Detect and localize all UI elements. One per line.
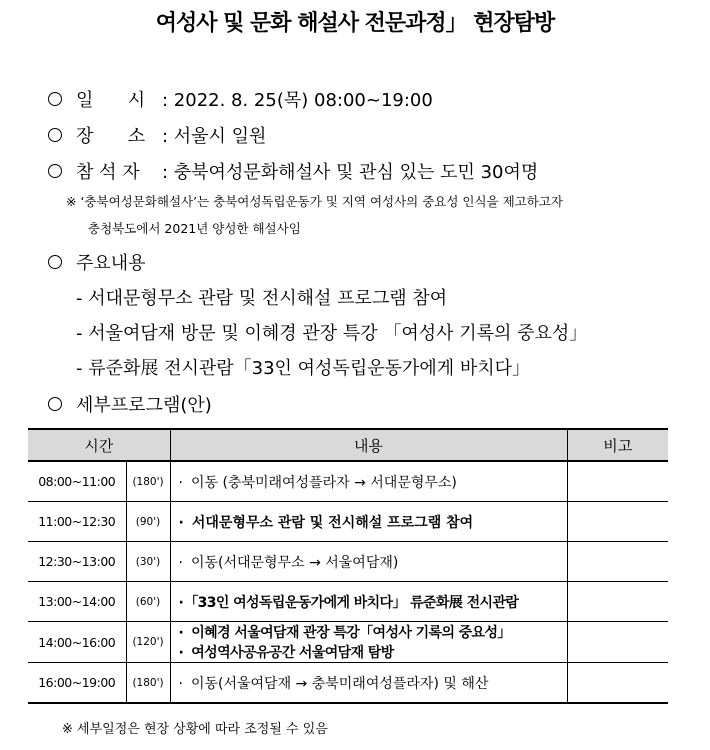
row-content xyxy=(170,582,567,622)
info-label-participants: 참 석 자 xyxy=(76,162,140,183)
row-content xyxy=(170,502,567,542)
row-content-text: 이동(서대문형무소 → 서울여담재) xyxy=(190,554,399,571)
circle-bullet-icon xyxy=(48,397,62,411)
row-remark xyxy=(567,622,668,663)
info-row-date xyxy=(48,86,433,112)
circle-bullet-icon xyxy=(48,92,62,106)
row-content-text: 「33인 여성독립운동가에게 바치다」 류준화展 전시관람 xyxy=(191,594,519,611)
row-remark xyxy=(567,502,668,542)
note-line-1: ※ ‘충북여성문화해설사’는 충북여성독립운동가 및 지역 여성사의 중요성 인식을 제고하고자 xyxy=(66,194,563,209)
note-line-2: 충청북도에서 2021년 양성한 해설사임 xyxy=(88,221,301,236)
table-row xyxy=(28,663,668,704)
section-main-content xyxy=(48,249,146,275)
row-remark xyxy=(567,461,668,502)
row-content-line xyxy=(179,642,567,662)
row-remark xyxy=(567,582,668,622)
row-content xyxy=(170,663,567,704)
main-content-item: - 서울여담재 방문 및 이혜경 관장 특강 「여성사 기록의 중요성」 xyxy=(76,323,588,344)
circle-bullet-icon xyxy=(48,164,62,178)
main-content-item: - 류준화展 전시관람「33인 여성독립운동가에게 바치다」 xyxy=(76,358,531,379)
table-row xyxy=(28,582,668,622)
row-content-text: 이동 (충북미래여성플라자 → 서대문형무소) xyxy=(190,474,457,491)
table-header-time: 시간 xyxy=(28,429,170,461)
section-heading-main-content: 주요내용 xyxy=(76,253,146,274)
row-content xyxy=(170,622,567,663)
row-content xyxy=(170,542,567,582)
row-duration: (90') xyxy=(126,502,170,542)
row-content-line xyxy=(179,622,567,642)
document-title: 여성사 및 문화 해설사 전문과정」 현장탐방 xyxy=(155,11,555,36)
row-content-text: 이혜경 서울여담재 관장 특강「여성사 기록의 중요성」 xyxy=(191,625,511,641)
row-duration: (120') xyxy=(126,622,170,663)
row-bullet: · xyxy=(178,474,183,491)
row-bullet: · xyxy=(178,625,184,641)
info-value-date: : 2022. 8. 25(목) 08:00~19:00 xyxy=(162,90,433,111)
info-row-place xyxy=(48,122,266,148)
row-remark xyxy=(567,542,668,582)
info-value-participants: : 충북여성문화해설사 및 관심 있는 도민 30여명 xyxy=(162,162,539,183)
row-duration: (30') xyxy=(126,542,170,582)
row-bullet: · xyxy=(178,675,183,692)
row-duration: (180') xyxy=(126,461,170,502)
row-time: 14:00~16:00 xyxy=(28,622,126,663)
row-time: 13:00~14:00 xyxy=(28,582,126,622)
table-header-remark: 비고 xyxy=(567,429,668,461)
row-content-text: 이동(서울여담재 → 충북미래여성플라자) 및 해산 xyxy=(190,675,489,692)
row-bullet: · xyxy=(178,514,184,531)
row-time: 08:00~11:00 xyxy=(28,461,126,502)
footnote: ※ 세부일정은 현장 상황에 따라 조정될 수 있음 xyxy=(62,722,328,737)
row-bullet: · xyxy=(178,594,184,611)
row-content xyxy=(170,461,567,502)
row-content-text: 서대문형무소 관람 및 전시해설 프로그램 참여 xyxy=(191,514,474,531)
row-time: 12:30~13:00 xyxy=(28,542,126,582)
schedule-table xyxy=(28,428,668,704)
table-row xyxy=(28,542,668,582)
row-bullet: · xyxy=(178,645,184,661)
table-header-row xyxy=(28,429,668,461)
table-header-content: 내용 xyxy=(170,429,567,461)
section-program xyxy=(48,391,212,417)
table-row xyxy=(28,461,668,502)
row-duration: (180') xyxy=(126,663,170,704)
row-content-text: 여성역사공유공간 서울여담재 탐방 xyxy=(191,645,394,661)
info-label-date: 일 시 xyxy=(76,90,146,111)
row-duration: (60') xyxy=(126,582,170,622)
table-row xyxy=(28,622,668,663)
info-label-place: 장 소 xyxy=(76,126,146,147)
row-time: 11:00~12:30 xyxy=(28,502,126,542)
info-value-place: : 서울시 일원 xyxy=(162,126,267,147)
circle-bullet-icon xyxy=(48,128,62,142)
circle-bullet-icon xyxy=(48,255,62,269)
row-time: 16:00~19:00 xyxy=(28,663,126,704)
table-row xyxy=(28,502,668,542)
main-content-item: - 서대문형무소 관람 및 전시해설 프로그램 참여 xyxy=(76,288,448,309)
row-bullet: · xyxy=(178,554,183,571)
info-row-participants xyxy=(48,158,538,184)
row-remark xyxy=(567,663,668,704)
section-heading-program: 세부프로그램(안) xyxy=(76,395,212,416)
